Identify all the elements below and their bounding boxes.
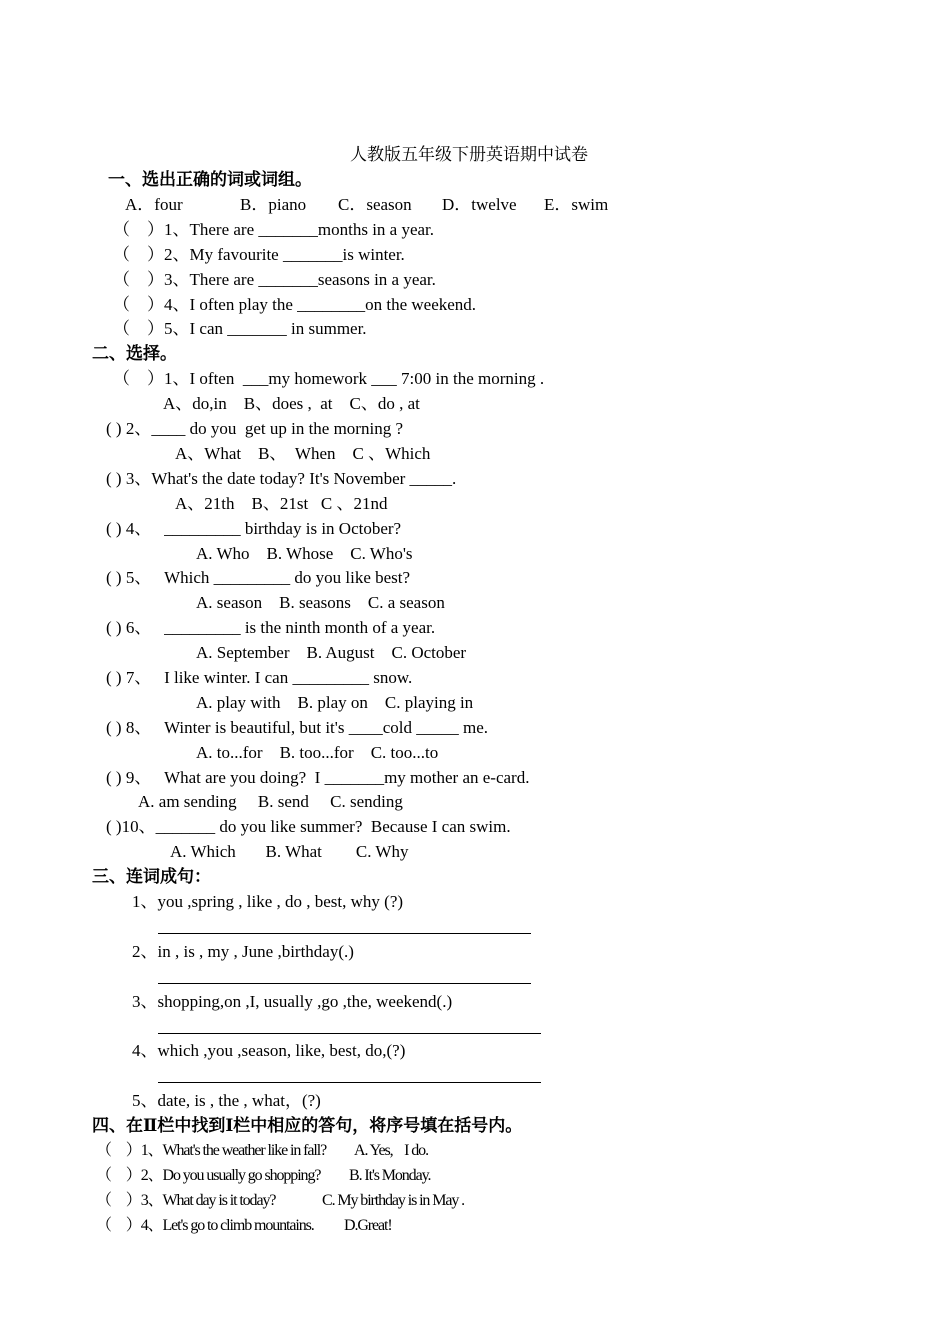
s2-question-1: （ ）1、I often ___my homework ___ 7:00 in the morning . <box>113 369 545 388</box>
s2-question-4: ( ) 4、 _________ birthday is in October? <box>106 519 402 538</box>
s2-answers-10: A. Which B. What C. Why <box>170 842 409 861</box>
s2-answers-3: A、21th B、21st C 、21nd <box>175 494 388 513</box>
s1-question-3: （ ）3、There are _______seasons in a year. <box>113 270 436 289</box>
s2-question-2: ( ) 2、____ do you get up in the morning ? <box>106 419 403 438</box>
page-title: 人教版五年级下册英语期中试卷 <box>350 145 588 164</box>
section4-heading: 四、在Ⅱ栏中找到Ⅰ栏中相应的答句，将序号填在括号内。 <box>92 1116 523 1135</box>
s4-question-2: （ ）2、Do you usually go shopping? <box>96 1167 321 1184</box>
option-a: A．four <box>125 195 183 214</box>
option-c: C．season <box>338 195 412 214</box>
s2-answers-9: A. am sending B. send C. sending <box>138 792 403 811</box>
section2-heading: 二、选择。 <box>92 344 177 363</box>
s3-item-2: 2、in , is , my , June ,birthday(.) <box>132 942 354 961</box>
s3-item-5: 5、date, is , the , what，(?) <box>132 1091 321 1110</box>
s2-answers-2: A、What B、 When C 、Which <box>175 444 431 463</box>
s4-answer-d: D.Great! <box>344 1217 392 1234</box>
s4-question-3: （ ）3、What day is it today? <box>96 1192 276 1209</box>
section1-heading: 一、选出正确的词或词组。 <box>108 170 312 189</box>
s2-question-8: ( ) 8、 Winter is beautiful, but it's ____cold _____ me. <box>106 718 488 737</box>
s2-question-6: ( ) 6、 _________ is the ninth month of a year. <box>106 618 436 637</box>
s4-answer-c: C. My birthday is in May . <box>322 1192 465 1209</box>
option-b: B．piano <box>240 195 307 214</box>
s3-item-4: 4、which ,you ,season, like, best, do,(?) <box>132 1041 406 1060</box>
s2-question-3: ( ) 3、What's the date today? It's November _____. <box>106 469 457 488</box>
s1-question-4: （ ）4、I often play the ________on the weekend. <box>113 295 477 314</box>
s2-answers-5: A. season B. seasons C. a season <box>196 593 445 612</box>
s2-question-5: ( ) 5、 Which _________ do you like best? <box>106 568 411 587</box>
s4-answer-b: B. It's Monday. <box>349 1167 431 1184</box>
s1-question-2: （ ）2、My favourite _______is winter. <box>113 245 405 264</box>
s1-question-1: （ ）1、There are _______months in a year. <box>113 220 435 239</box>
s2-answers-1: A、do,in B、does , at C、do , at <box>163 394 420 413</box>
answer-line-4[interactable] <box>158 1082 541 1083</box>
answer-line-1[interactable] <box>158 933 531 934</box>
s4-question-1: （ ）1、What's the weather like in fall? <box>96 1142 327 1159</box>
option-e: E．swim <box>544 195 609 214</box>
section3-heading: 三、连词成句： <box>92 867 211 886</box>
s4-answer-a: A. Yes, I do. <box>354 1142 428 1159</box>
s2-question-10: ( )10、_______ do you like summer? Because I can swim. <box>106 817 511 836</box>
s2-answers-8: A. to...for B. too...for C. too...to <box>196 743 439 762</box>
s4-question-4: （ ）4、Let's go to climb mountains. <box>96 1217 314 1234</box>
option-d: D．twelve <box>442 195 517 214</box>
s2-question-7: ( ) 7、 I like winter. I can _________ snow. <box>106 668 413 687</box>
s2-answers-6: A. September B. August C. October <box>196 643 467 662</box>
s3-item-1: 1、you ,spring , like , do , best, why (?) <box>132 892 404 911</box>
s2-answers-7: A. play with B. play on C. playing in <box>196 693 474 712</box>
answer-line-3[interactable] <box>158 1033 541 1034</box>
s2-answers-4: A. Who B. Whose C. Who's <box>196 544 413 563</box>
s1-question-5: （ ）5、I can _______ in summer. <box>113 319 367 338</box>
s3-item-3: 3、shopping,on ,I, usually ,go ,the, weekend(.) <box>132 992 453 1011</box>
answer-line-2[interactable] <box>158 983 531 984</box>
s2-question-9: ( ) 9、 What are you doing? I _______my mother an e-card. <box>106 768 530 787</box>
